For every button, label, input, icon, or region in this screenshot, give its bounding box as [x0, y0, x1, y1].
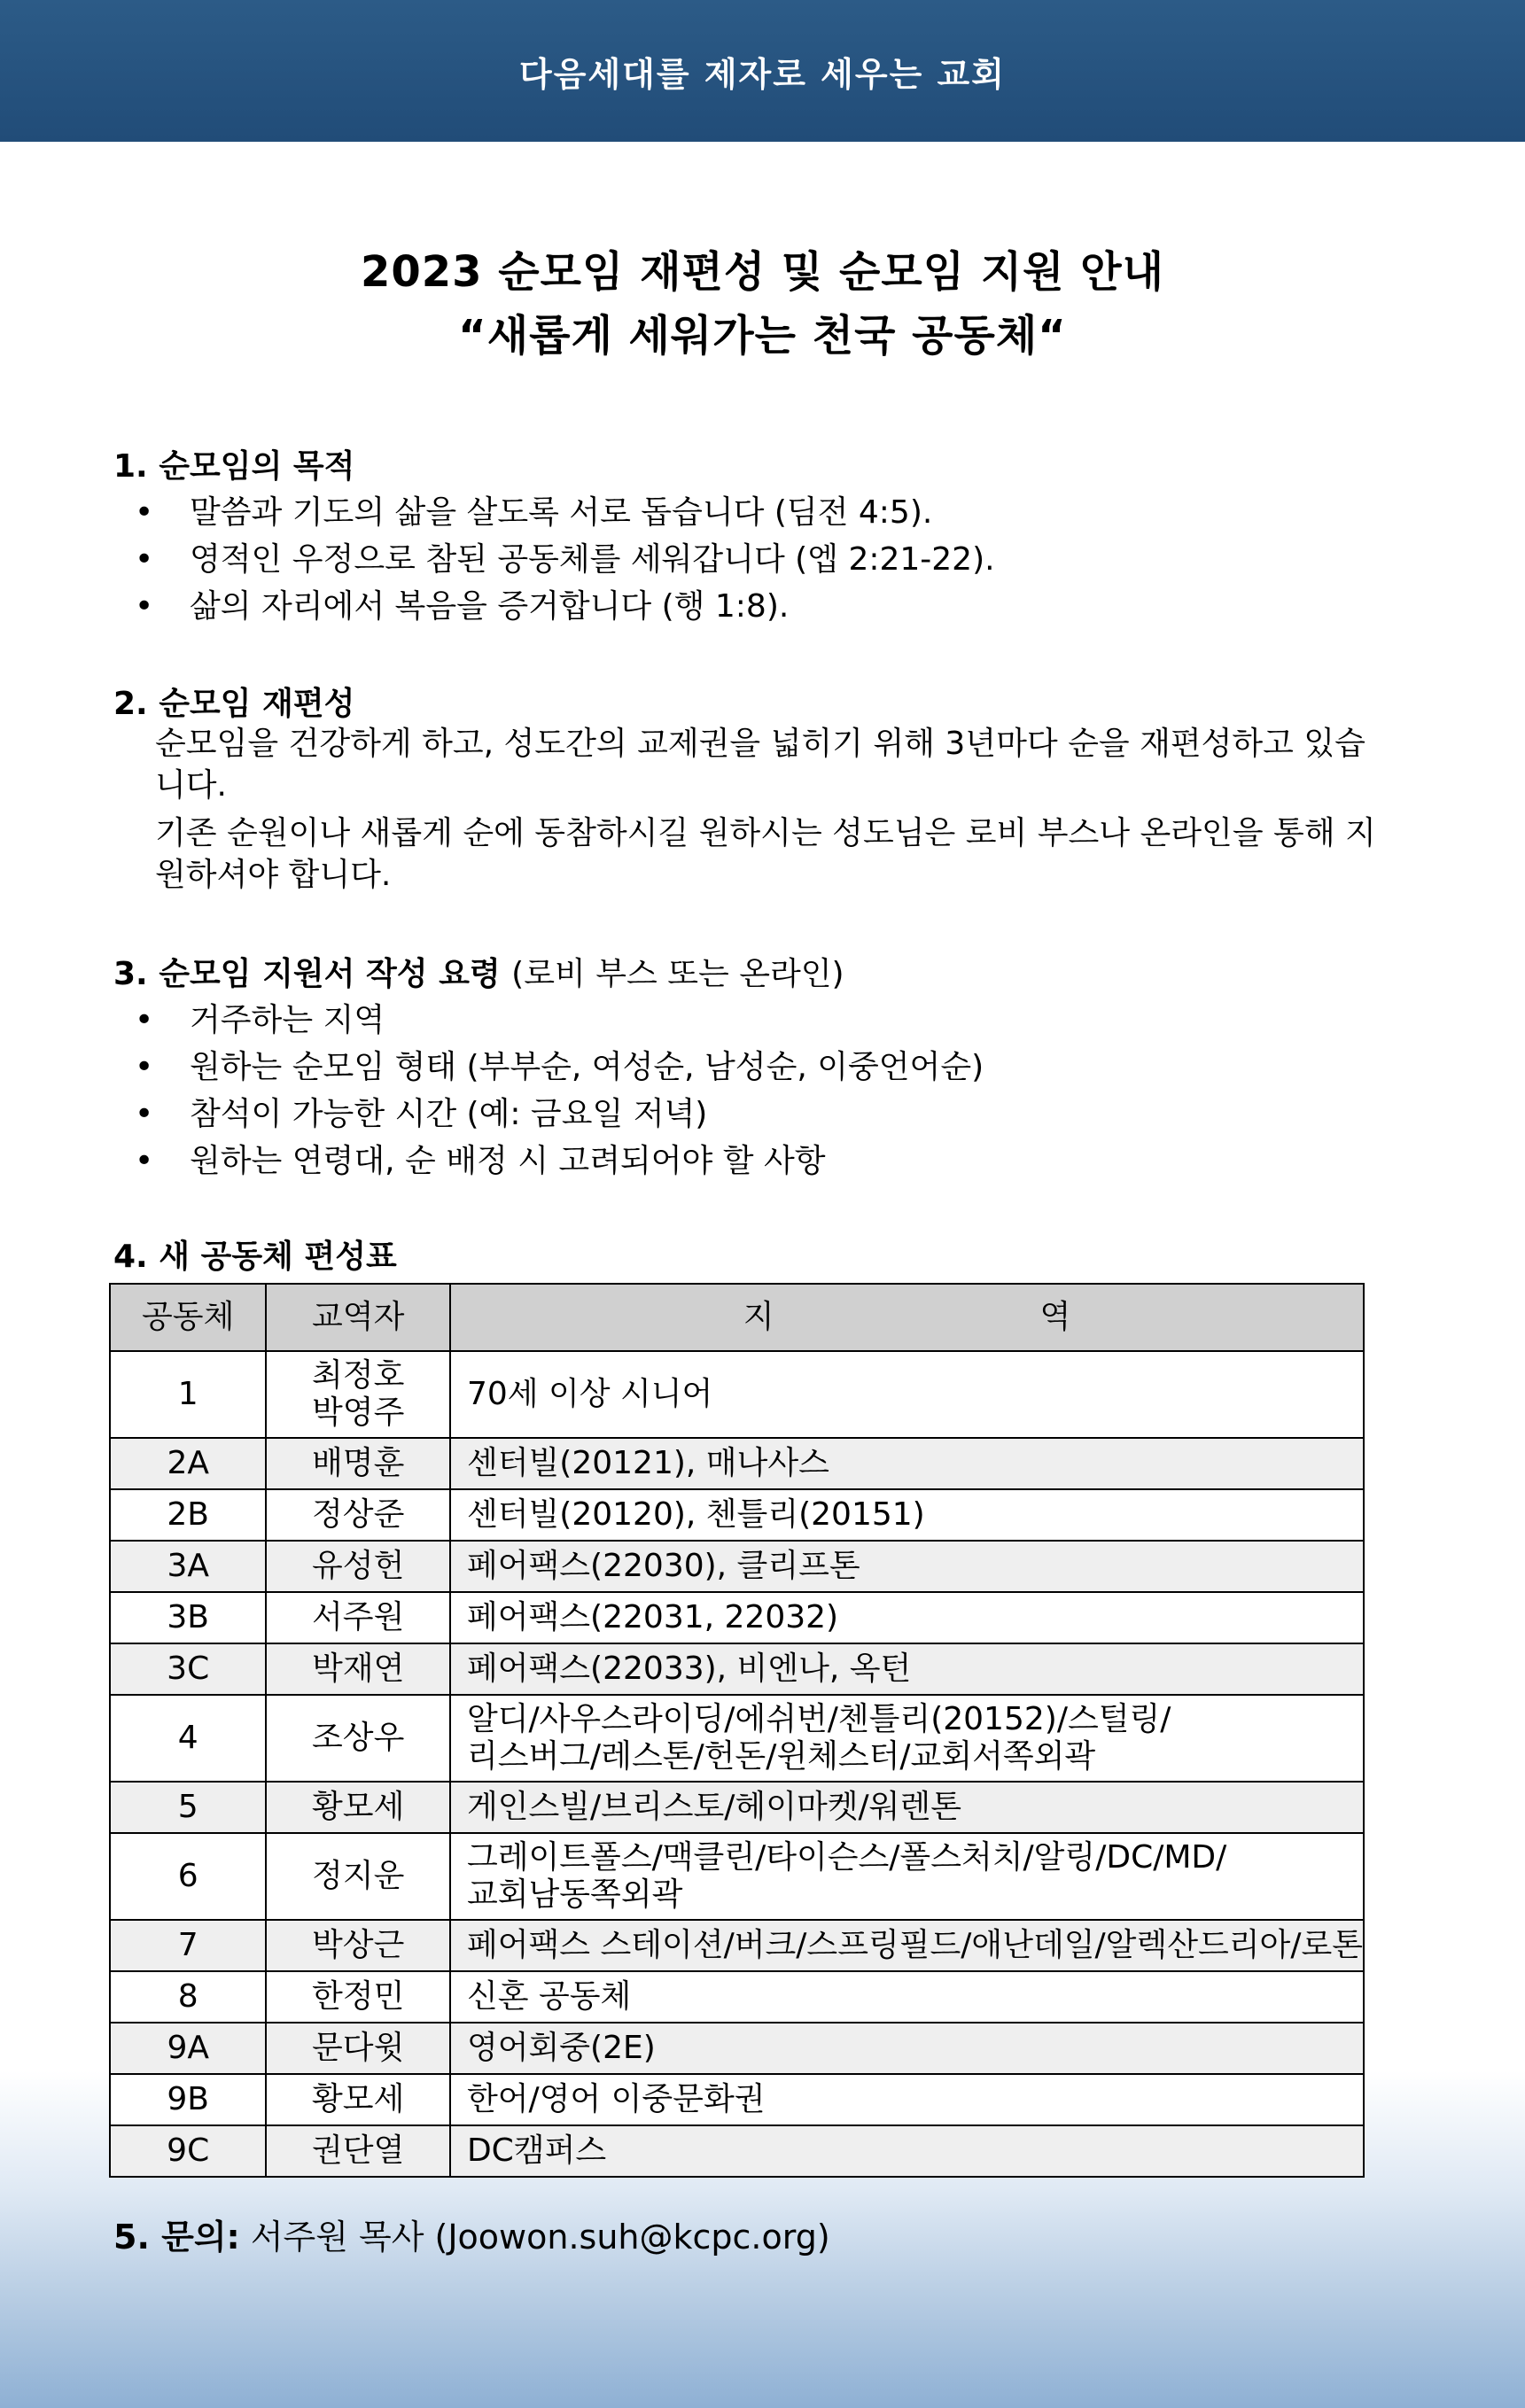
header-text: 다음세대를 제자로 세우는 교회 [519, 54, 1006, 94]
cell-region [450, 1438, 1364, 1489]
pastor-name: 박상근 [312, 1927, 405, 1963]
section-1-title: 1. 순모임의 목적 [113, 448, 355, 485]
pastor-name: 문다윗 [312, 2030, 405, 2066]
cell-region [450, 2023, 1364, 2074]
page-subtitle: “새롭게 세워가는 천국 공동체“ [458, 311, 1067, 361]
cell-pastor [266, 2125, 450, 2177]
table-row [110, 1920, 1364, 1971]
header-region: 지 역 [450, 1284, 1364, 1351]
region-line: 페어팩스(22033), 비엔나, 옥턴 [466, 1651, 912, 1687]
cell-pastor [266, 1592, 450, 1643]
cell-group: 9C [110, 2125, 266, 2177]
cell-pastor [266, 1833, 450, 1920]
table-row [110, 1833, 1364, 1920]
region-line: 70세 이상 시니어 [466, 1376, 713, 1412]
region-line: 영어회중(2E) [466, 2030, 656, 2066]
table-row [110, 1438, 1364, 1489]
table-row [110, 1541, 1364, 1592]
cell-region [450, 2074, 1364, 2125]
table-row [110, 1489, 1364, 1541]
region-line: DC캠퍼스 [466, 2132, 607, 2169]
contact-label: 5. 문의: [113, 2218, 240, 2257]
pastor-name: 박영주 [312, 1394, 405, 1431]
cell-group: 5 [110, 1782, 266, 1833]
table-row [110, 1643, 1364, 1695]
contact-line [113, 2210, 830, 2258]
table-header-row [110, 1284, 1364, 1351]
section-3-title: 3. 순모임 지원서 작성 요령 (로비 부스 또는 온라인) [113, 956, 844, 992]
table-row [110, 2074, 1364, 2125]
region-line: 게인스빌/브리스토/헤이마켓/워렌톤 [466, 1789, 961, 1825]
cell-region [450, 2125, 1364, 2177]
section-2-title: 2. 순모임 재편성 [113, 686, 355, 722]
cell-region [450, 1695, 1364, 1782]
section-3-bullet: • 참석이 가능한 시간 (예: 금요일 저녁) [135, 1096, 708, 1132]
cell-region [450, 1782, 1364, 1833]
cell-group: 3A [110, 1541, 266, 1592]
region-line: 한어/영어 이중문화권 [466, 2081, 766, 2117]
table-row [110, 1592, 1364, 1643]
header-pastor: 교역자 [266, 1284, 450, 1351]
cell-group: 3C [110, 1643, 266, 1695]
cell-group: 7 [110, 1920, 266, 1971]
section-3-bullet: • 원하는 연령대, 순 배정 시 고려되어야 할 사항 [135, 1143, 826, 1179]
region-line: 페어팩스(22030), 클리프톤 [466, 1548, 860, 1584]
cell-region [450, 1643, 1364, 1695]
table-row [110, 1782, 1364, 1833]
cell-pastor [266, 1695, 450, 1782]
cell-group: 1 [110, 1351, 266, 1438]
cell-pastor [266, 2074, 450, 2125]
header-banner [0, 0, 1525, 142]
cell-group: 3B [110, 1592, 266, 1643]
cell-region [450, 1971, 1364, 2023]
table-row [110, 1971, 1364, 2023]
cell-pastor [266, 1971, 450, 2023]
pastor-name: 한정민 [312, 1978, 405, 2015]
pastor-name: 권단열 [312, 2132, 405, 2169]
cell-region [450, 1541, 1364, 1592]
pastor-name: 정지운 [312, 1858, 405, 1894]
region-line: 센터빌(20120), 첸틀리(20151) [466, 1496, 925, 1533]
table-row [110, 1695, 1364, 1782]
cell-region [450, 1489, 1364, 1541]
cell-pastor [266, 1541, 450, 1592]
region-line: 리스버그/레스톤/헌돈/윈체스터/교회서쪽외곽 [466, 1738, 1096, 1775]
region-line: 알디/사우스라이딩/에쉬번/첸틀리(20152)/스털링/ [466, 1701, 1171, 1737]
table-row [110, 2125, 1364, 2177]
section-4-title: 4. 새 공동체 편성표 [113, 1239, 397, 1275]
pastor-name: 배명훈 [312, 1445, 405, 1481]
cell-region [450, 1920, 1364, 1971]
section-1-bullet: • 삶의 자리에서 복음을 증거합니다 (행 1:8). [135, 588, 790, 625]
cell-pastor [266, 2023, 450, 2074]
section-1-bullet: • 영적인 우정으로 참된 공동체를 세워갑니다 (엡 2:21-22). [135, 541, 995, 578]
region-line: 페어팩스 스테이션/버크/스프링필드/애난데일/알렉산드리아/로톤 [466, 1927, 1363, 1963]
section-1-bullet: • 말씀과 기도의 삶을 살도록 서로 돕습니다 (딤전 4:5). [135, 494, 933, 531]
pastor-name: 황모세 [312, 1789, 405, 1825]
cell-region [450, 1351, 1364, 1438]
section-2-paragraph-2: 기존 순원이나 새롭게 순에 동참하시길 원하시는 성도님은 로비 부스나 온라인을 통해 지원하셔야 합니다. [155, 815, 1376, 893]
region-line: 그레이트폴스/맥클린/타이슨스/폴스처치/알링/DC/MD/ [466, 1839, 1227, 1876]
group-table [109, 1283, 1365, 2178]
table-row [110, 1351, 1364, 1438]
region-line: 페어팩스(22031, 22032) [466, 1599, 839, 1635]
contact-text: 서주원 목사 (Joowon.suh@kcpc.org) [250, 2218, 830, 2257]
section-3-bullet: • 원하는 순모임 형태 (부부순, 여성순, 남성순, 이중언어순) [135, 1049, 984, 1085]
cell-group: 4 [110, 1695, 266, 1782]
cell-region [450, 1833, 1364, 1920]
cell-pastor [266, 1351, 450, 1438]
region-line: 신혼 공동체 [466, 1978, 632, 2015]
cell-group: 9A [110, 2023, 266, 2074]
pastor-name: 최정호 [312, 1357, 405, 1394]
cell-group: 2B [110, 1489, 266, 1541]
page-title: 2023 순모임 재편성 및 순모임 지원 안내 [360, 247, 1164, 297]
pastor-name: 정상준 [312, 1496, 405, 1533]
cell-region [450, 1592, 1364, 1643]
cell-group: 9B [110, 2074, 266, 2125]
pastor-name: 조상우 [312, 1720, 405, 1756]
section-2-paragraph-1: 순모임을 건강하게 하고, 성도간의 교제권을 넓히기 위해 3년마다 순을 재편성하고 있습니다. [155, 726, 1365, 804]
cell-pastor [266, 1643, 450, 1695]
cell-pastor [266, 1489, 450, 1541]
section-3-subtitle: (로비 부스 또는 온라인) [511, 956, 844, 992]
cell-pastor [266, 1438, 450, 1489]
cell-pastor [266, 1920, 450, 1971]
pastor-name: 유성헌 [312, 1548, 405, 1584]
cell-group: 2A [110, 1438, 266, 1489]
cell-group: 8 [110, 1971, 266, 2023]
cell-pastor [266, 1782, 450, 1833]
table-row [110, 2023, 1364, 2074]
pastor-name: 박재연 [312, 1651, 405, 1687]
header-group: 공동체 [110, 1284, 266, 1351]
section-3-bullet: • 거주하는 지역 [135, 1002, 385, 1038]
region-line: 센터빌(20121), 매나사스 [466, 1445, 829, 1481]
pastor-name: 황모세 [312, 2081, 405, 2117]
region-line: 교회남동쪽외곽 [466, 1876, 683, 1913]
cell-group: 6 [110, 1833, 266, 1920]
pastor-name: 서주원 [312, 1599, 405, 1635]
